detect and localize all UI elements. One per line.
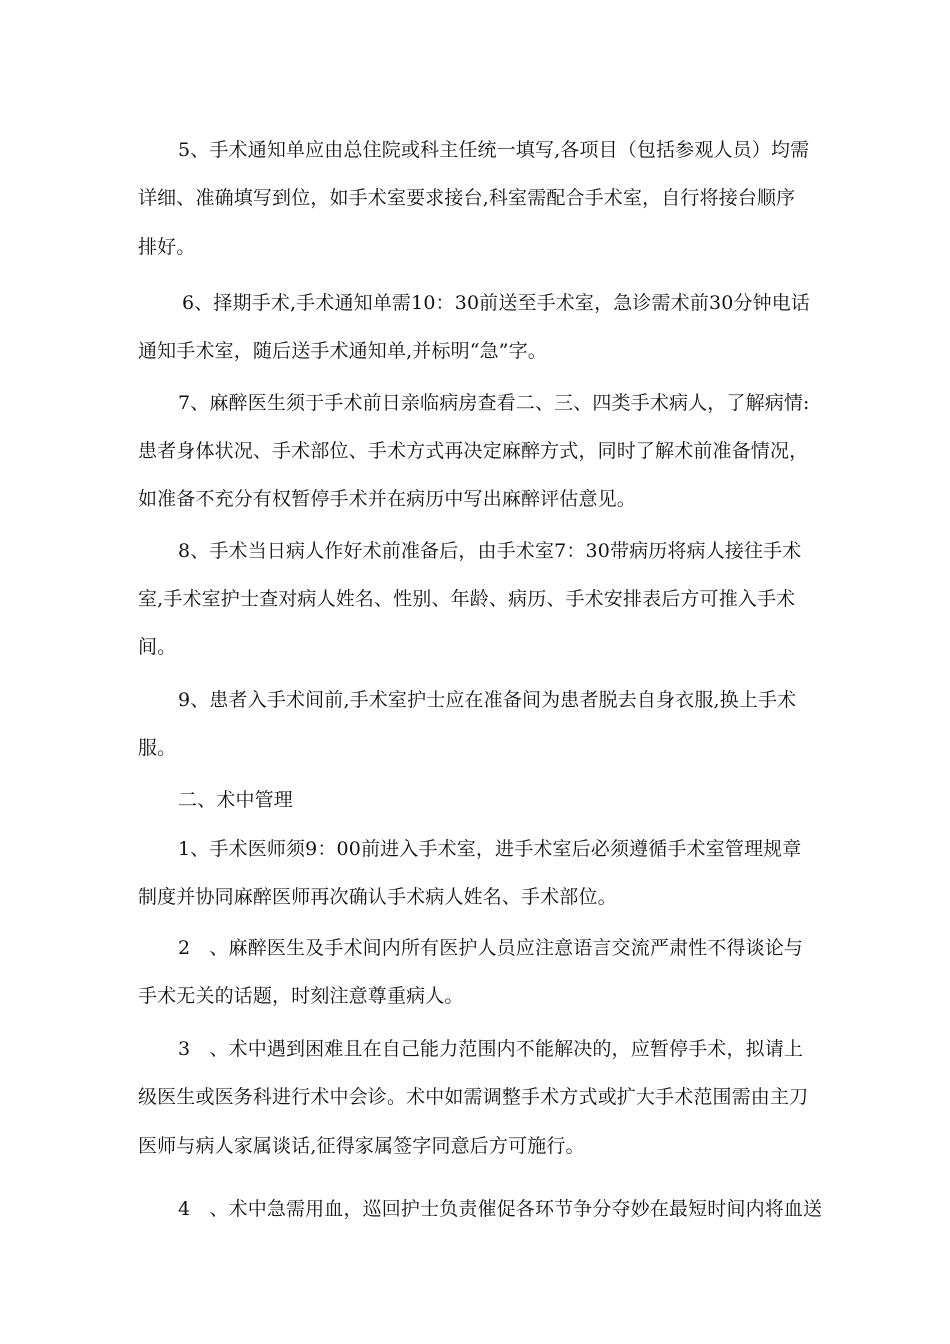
paragraph-intra-2-line-2: 手术无关的话题，时刻注意尊重病人。 — [138, 985, 464, 1007]
paragraph-intra-3-line-2: 级医生或医务科进行术中会诊。术中如需调整手术方式或扩大手术范围需由主刀 — [138, 1086, 809, 1108]
paragraph-9-line-1: 9、患者入手术间前,手术室护士应在准备间为患者脱去自身衣服,换上手术 — [178, 689, 797, 711]
paragraph-8-line-1: 8、手术当日病人作好术前准备后，由手术室7：30带病历将病人接往手术 — [178, 540, 802, 562]
paragraph-5-line-3: 排好。 — [138, 236, 196, 258]
paragraph-9-line-2: 服。 — [138, 737, 177, 759]
paragraph-8-line-2: 室,手术室护士查对病人姓名、性别、年龄、病历、手术安排表后方可推入手术 — [138, 588, 796, 610]
paragraph-8-line-3: 间。 — [138, 636, 177, 658]
paragraph-6-line-1: 6、择期手术,手术通知单需10：30前送至手术室，急诊需术前30分钟电话 — [182, 292, 811, 314]
paragraph-7-line-2: 患者身体状况、手术部位、手术方式再决定麻醉方式，同时了解术前准备情况， — [138, 440, 809, 462]
paragraph-7-line-1: 7、麻醉医生须于手术前日亲临病房查看二、三、四类手术病人，了解病情: — [178, 392, 810, 414]
paragraph-6-line-2: 通知手术室，随后送手术通知单,并标明“急”字。 — [138, 340, 547, 362]
paragraph-intra-3-line-1: 3 、术中遇到困难且在自己能力范围内不能解决的，应暂停手术，拟请上 — [178, 1038, 804, 1060]
section-heading: 二、术中管理 — [178, 789, 293, 811]
paragraph-intra-4-line-1: 4 、术中急需用血，巡回护士负责催促各环节争分夺妙在最短时间内将血送 — [178, 1198, 823, 1220]
paragraph-intra-1-line-1: 1、手术医师须9：00前进入手术室，进手术室后必须遵循手术室管理规章 — [178, 838, 802, 860]
paragraph-intra-3-line-3: 医师与病人家属谈话,征得家属签字同意后方可施行。 — [138, 1135, 585, 1157]
paragraph-5-line-2: 详细、准确填写到位，如手术室要求接台,科室需配合手术室，自行将接台顺序 — [138, 187, 796, 209]
paragraph-7-line-3: 如准备不充分有权暂停手术并在病历中写出麻醉评估意见。 — [138, 488, 636, 510]
paragraph-intra-2-line-1: 2 、麻醉医生及手术间内所有医护人员应注意语言交流严肃性不得谈论与 — [178, 937, 804, 959]
paragraph-intra-1-line-2: 制度并协同麻醉医师再次确认手术病人姓名、手术部位。 — [138, 886, 617, 908]
paragraph-5-line-1: 5、手术通知单应由总住院或科主任统一填写,各项目（包括参观人员）均需 — [178, 139, 810, 161]
